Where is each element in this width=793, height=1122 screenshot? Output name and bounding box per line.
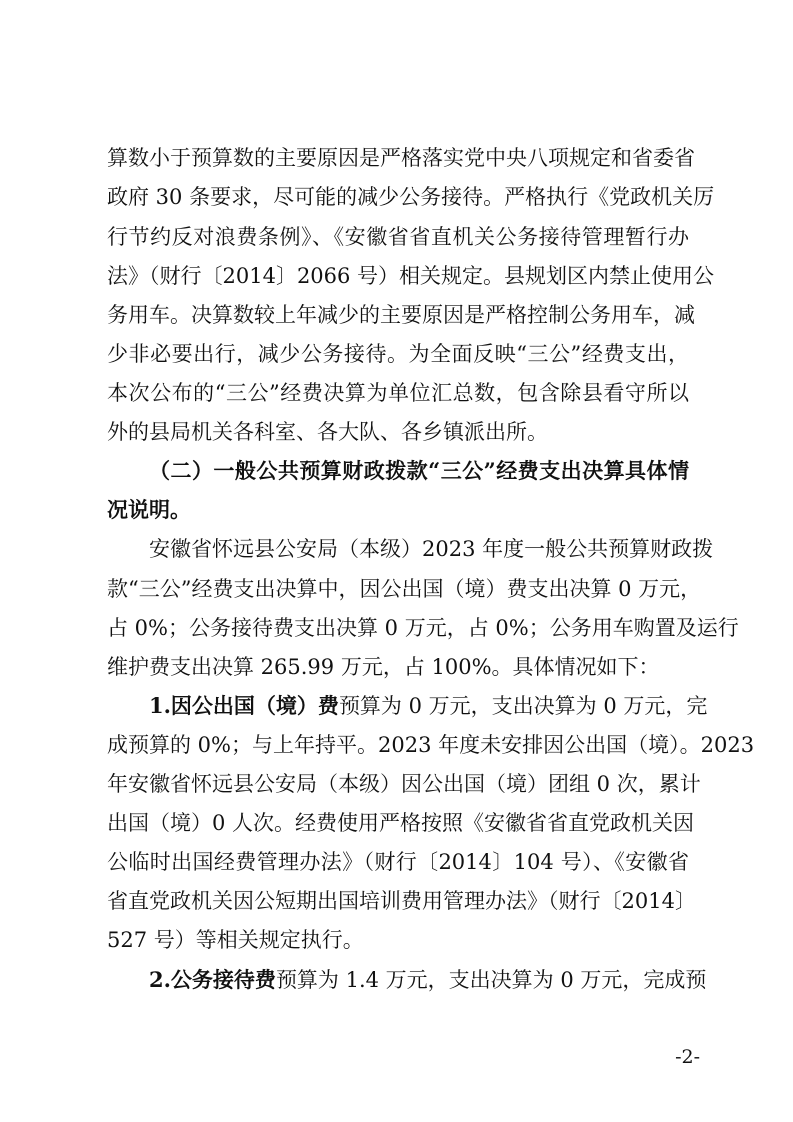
section-heading: 况说明。: [107, 497, 191, 522]
paragraph-line: 安徽省怀远县公安局（本级）2023 年度一般公共预算财政拨: [149, 537, 714, 561]
paragraph-line: 公临时出国经费管理办法》（财行〔2014〕104 号）、《安徽省: [107, 850, 689, 874]
paragraph-line: 本次公布的“三公”经费决算为单位汇总数，包含除县看守所以: [107, 381, 689, 405]
paragraph-line: 占 0%；公务接待费支出决算 0 万元，占 0%；公务用车购置及运行: [107, 616, 739, 640]
paragraph-text: 预算为 1.4 万元，支出决算为 0 万元，完成预: [275, 968, 707, 992]
paragraph-line: 外的县局机关各科室、各大队、各乡镇派出所。: [107, 420, 548, 444]
paragraph-text: 预算为 0 万元，支出决算为 0 万元，完: [338, 694, 708, 718]
paragraph-line: 成预算的 0%；与上年持平。2023 年度未安排因公出国（境）。2023: [107, 733, 755, 757]
paragraph-line: 年安徽省怀远县公安局（本级）因公出国（境）团组 0 次，累计: [107, 772, 701, 796]
paragraph-line: 出国（境）0 人次。经费使用严格按照《安徽省省直党政机关因: [107, 811, 695, 835]
paragraph-line: 款“三公”经费支出决算中，因公出国（境）费支出决算 0 万元，: [107, 577, 702, 601]
paragraph-line: [149, 689, 708, 723]
section-heading: （二）一般公共预算财政拨款“三公”经费支出决算具体情: [149, 458, 689, 483]
paragraph-line: 政府 30 条要求，尽可能的减少公务接待。严格执行《党政机关厉: [107, 185, 715, 209]
paragraph-line: 法》（财行〔2014〕2066 号）相关规定。县规划区内禁止使用公: [107, 264, 715, 288]
paragraph-line: [149, 963, 707, 997]
paragraph-line: 省直党政机关因公短期出国培训费用管理办法》（财行〔2014〕: [107, 889, 696, 913]
item-heading: 1.因公出国（境）费: [149, 693, 339, 718]
paragraph-line: 行节约反对浪费条例》、《安徽省省直机关公务接待管理暂行办: [107, 225, 689, 249]
paragraph-line: 维护费支出决算 265.99 万元，占 100%。具体情况如下：: [107, 655, 660, 679]
paragraph-line: 算数小于预算数的主要原因是严格落实党中央八项规定和省委省: [107, 146, 695, 170]
paragraph-line: 务用车。决算数较上年减少的主要原因是严格控制公务用车，减: [107, 303, 695, 327]
paragraph-line: 少非必要出行，减少公务接待。为全面反映“三公”经费支出，: [107, 342, 689, 366]
page-number: -2-: [675, 1046, 700, 1068]
item-heading: 2.公务接待费: [149, 967, 276, 992]
paragraph-line: 527 号）等相关规定执行。: [107, 928, 364, 952]
